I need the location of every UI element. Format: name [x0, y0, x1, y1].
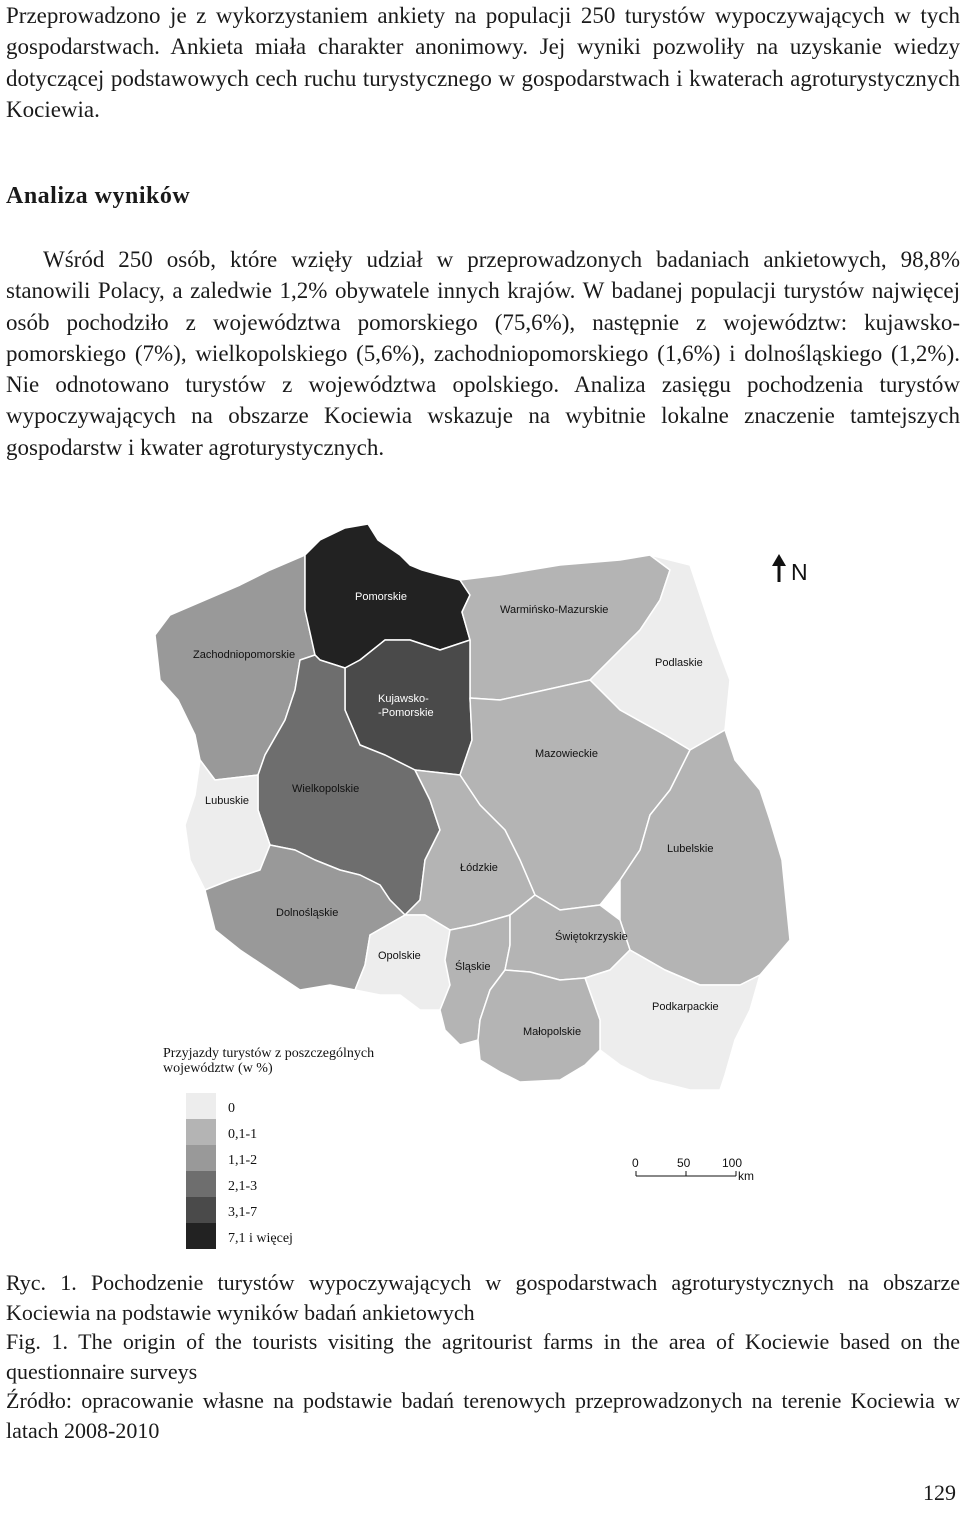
scale-tick-100: 100 [722, 1156, 743, 1170]
label-lubelskie: Lubelskie [667, 843, 714, 855]
legend-swatch [186, 1197, 216, 1223]
map-legend [163, 1046, 374, 1249]
label-mazowieckie: Mazowieckie [535, 748, 598, 760]
label-slaskie: Śląskie [455, 961, 491, 973]
analysis-paragraph: Wśród 250 osób, które wzięły udział w przeprowadzonych badaniach ankietowych, 98,8% stanowili Polacy, a zaledwie 1,2% obywatele innych krajów. W badanej populacji turystów najwięcej osób pochodziło z województwa pomorskiego (75,6%), następnie z województw: kujawsko-pomorskiego (7%), wielkopolskiego (5,6%), zachodniopomorskiego (1,6%) i dolnośląskiego (1,2%). Nie odnotowano turystów z województwa opolskiego. Analiza zasięgu pochodzenia turystów wypoczywających na obszarze Kociewia wskazuje na wybitnie lokalne znaczenie tamtejszych gospodarstw i kwater agroturystycznych. [6, 247, 960, 460]
scale-bar [632, 1156, 754, 1183]
page-number: 129 [923, 1480, 956, 1505]
legend-label: 7,1 i więcej [228, 1231, 293, 1246]
legend-label: 3,1-7 [228, 1205, 258, 1220]
scale-tick-0: 0 [632, 1156, 639, 1170]
label-swietokrzyskie: Świętokrzyskie [555, 931, 628, 943]
figure-caption-pl: Ryc. 1. Pochodzenie turystów wypoczywających w gospodarstwach agroturystycznych na obszarze Kociewia na podstawie wyników badań ankietowych [6, 1270, 960, 1325]
north-arrow-icon [772, 554, 786, 582]
label-wielkopolskie: Wielkopolskie [292, 783, 360, 795]
legend-label: 2,1-3 [228, 1179, 258, 1194]
north-label: N [791, 559, 808, 585]
label-podkarpackie: Podkarpackie [652, 1001, 719, 1013]
label-opolskie: Opolskie [378, 950, 421, 962]
legend-swatch [186, 1145, 216, 1171]
label-pomorskie: Pomorskie [355, 591, 407, 603]
legend-label: 1,1-2 [228, 1153, 258, 1168]
figure-source-note: Źródło: opracowanie własne na podstawie badań terenowych przeprowadzonych na terenie Kociewia w latach 2008-2010 [6, 1388, 960, 1443]
voivodeship-choropleth-map [0, 515, 960, 1260]
label-warminsko-mazurskie: Warmińsko-Mazurskie [500, 604, 609, 616]
legend-title-line1: Przyjazdy turystów z poszczególnych [163, 1046, 375, 1061]
legend-swatch [186, 1171, 216, 1197]
label-lodzkie: Łódzkie [460, 862, 498, 874]
figure-caption-en: Fig. 1. The origin of the tourists visiting the agritourist farms in the area of Kociewie based on the questionnaire surveys [6, 1329, 960, 1384]
legend-label: 0 [228, 1101, 235, 1116]
intro-paragraph: Przeprowadzono je z wykorzystaniem ankiety na populacji 250 turystów wypoczywających w tych gospodarstwach. Ankieta miała charakter anonimowy. Jej wyniki pozwoliły na uzyskanie wiedzy dotyczącej podstawowych cech ruchu turystycznego w gospodarstwach i kwaterach agroturystycznych Kociewia. [6, 3, 960, 122]
legend-label: 0,1-1 [228, 1127, 258, 1142]
label-lubuskie: Lubuskie [205, 795, 250, 807]
label-kujawsko-line2: -Pomorskie [378, 707, 434, 719]
legend-title-line2: województw (w %) [163, 1061, 273, 1076]
legend-swatch [186, 1223, 216, 1249]
label-malopolskie: Małopolskie [523, 1026, 582, 1038]
section-heading: Analiza wyników [6, 183, 191, 209]
scale-unit: km [738, 1169, 754, 1183]
scale-tick-50: 50 [677, 1156, 691, 1170]
label-podlaskie: Podlaskie [655, 657, 703, 669]
legend-swatch [186, 1093, 216, 1119]
label-dolnoslaskie: Dolnośląskie [276, 907, 339, 919]
label-zachodniopomorskie: Zachodniopomorskie [193, 649, 296, 661]
legend-swatch [186, 1119, 216, 1145]
label-kujawsko-line1: Kujawsko- [378, 693, 429, 705]
